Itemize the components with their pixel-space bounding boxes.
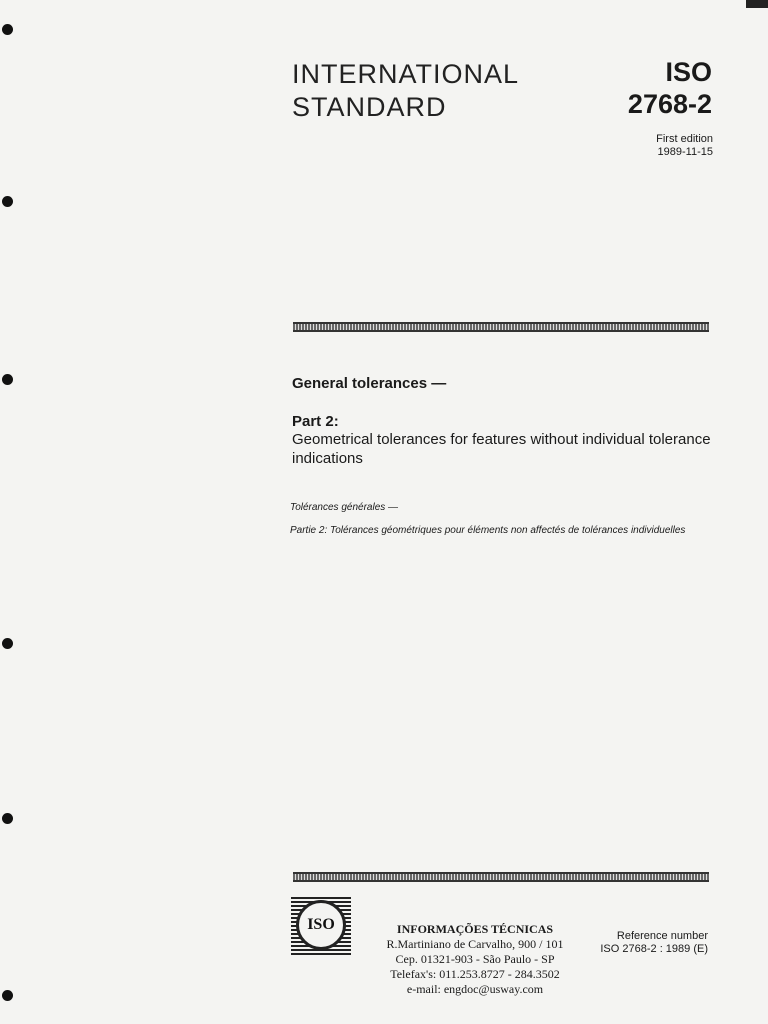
edition-label: First edition bbox=[656, 133, 713, 145]
punch-hole bbox=[2, 638, 13, 649]
scan-corner-mark bbox=[746, 0, 768, 8]
reference-label: Reference number bbox=[616, 930, 708, 942]
reference-block bbox=[600, 930, 708, 956]
punch-hole bbox=[2, 196, 13, 207]
iso-logo bbox=[291, 895, 351, 955]
french-part-title: Partie 2: Tolérances géométriques pour éléments non affectés de tolérances individuelles bbox=[290, 525, 686, 536]
publisher-address: R.Martiniano de Carvalho, 900 / 101 bbox=[386, 937, 564, 951]
reference-number: ISO 2768-2 : 1989 (E) bbox=[600, 943, 708, 955]
publisher-city: Cep. 01321-903 - São Paulo - SP bbox=[395, 952, 555, 966]
punch-hole bbox=[2, 24, 13, 35]
title-divider-top bbox=[293, 322, 709, 332]
part-title: Geometrical tolerances for features without individual tolerance indications bbox=[292, 431, 711, 467]
document-type-line2: STANDARD bbox=[292, 92, 447, 122]
document-type bbox=[292, 58, 519, 124]
main-title: General tolerances — bbox=[292, 375, 447, 392]
punch-hole bbox=[2, 374, 13, 385]
part-label: Part 2: bbox=[292, 413, 339, 430]
punch-hole bbox=[2, 990, 13, 1001]
publisher-email: e-mail: engdoc@usway.com bbox=[406, 982, 544, 996]
publisher-phone: Telefax's: 011.253.8727 - 284.3502 bbox=[390, 967, 560, 981]
edition-info bbox=[656, 133, 713, 159]
document-type-line1: INTERNATIONAL bbox=[292, 59, 520, 89]
iso-logo-ring bbox=[296, 900, 346, 950]
publisher-stamp bbox=[370, 922, 580, 997]
edition-date: 1989-11-15 bbox=[657, 146, 713, 158]
punch-hole bbox=[2, 813, 13, 824]
standard-number: 2768-2 bbox=[627, 89, 712, 119]
iso-prefix: ISO bbox=[665, 57, 712, 87]
publisher-name: INFORMAÇÕES TÉCNICAS bbox=[396, 922, 554, 936]
french-main-title: Tolérances générales — bbox=[290, 502, 399, 513]
iso-logo-text: ISO bbox=[307, 916, 335, 933]
footer-divider bbox=[293, 872, 709, 882]
standard-identifier bbox=[628, 56, 712, 120]
